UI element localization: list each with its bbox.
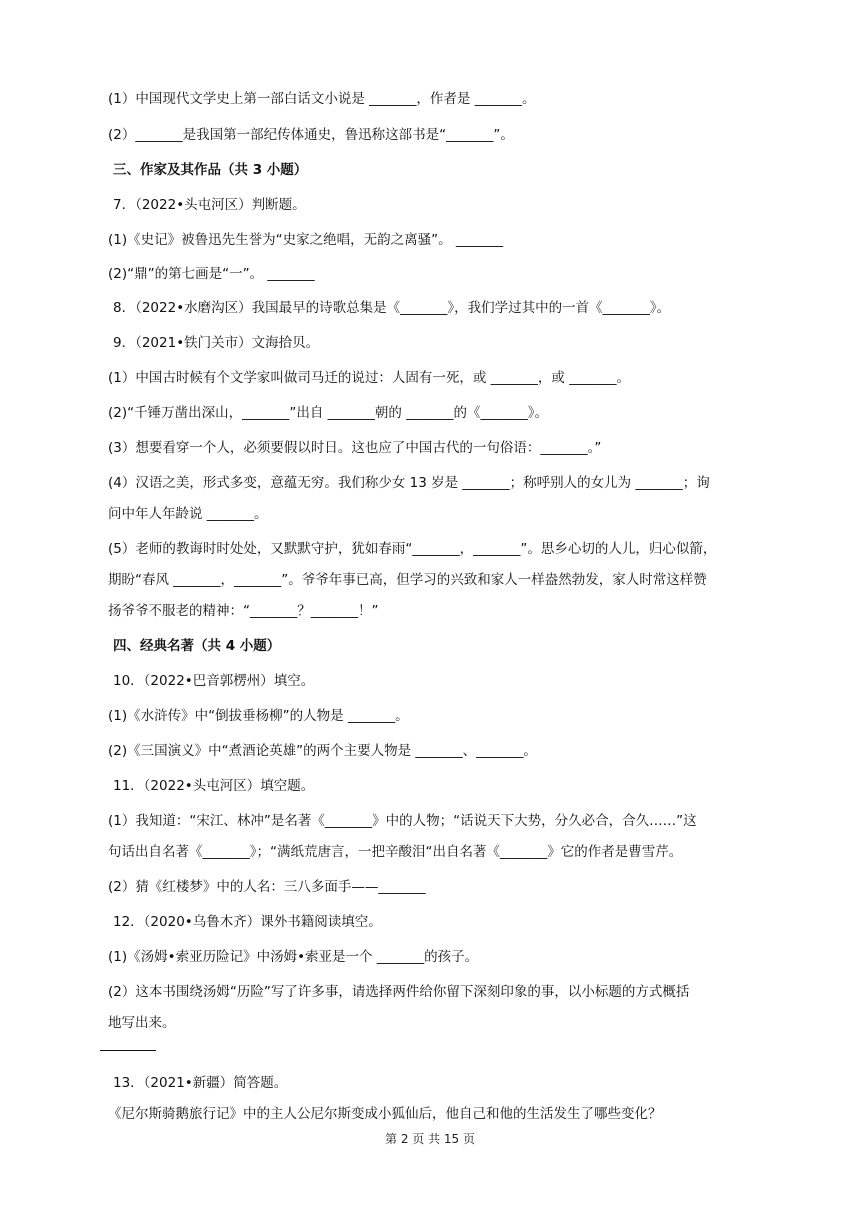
text-line: (2)“鼎”的第七画是“一”。 _______: [108, 266, 315, 282]
text-line: 扬爷爷不服老的精神：“_______？_______！”: [108, 603, 379, 619]
text-line: (1）中国现代文学史上第一部白话文小说是 _______，作者是 _______。: [108, 91, 536, 107]
question-title: 8．（2022•水磨沟区）我国最早的诗歌总集是《_______》，我们学过其中的一首《_______》。: [113, 300, 671, 316]
section-heading: 四、经典名著（共 4 小题）: [113, 638, 281, 654]
text-line: 期盼“春风 _______，_______”。爷爷年事已高，但学习的兴致和家人一样盎然勃发，家人时常这样赞: [108, 572, 707, 588]
text-line: (2）这本书围绕汤姆“历险”写了许多事，请选择两件给你留下深刻印象的事，以小标题的方式概括: [108, 984, 690, 1000]
answer-blank-line: [100, 1050, 156, 1051]
text-line: (2）猜《红楼梦》中的人名：三八多面手——_______: [108, 879, 426, 895]
text-line: 句话出自名著《_______》；“满纸荒唐言，一把辛酸泪“出自名著《_______》它的作者是曹雪芹。: [108, 844, 683, 860]
text-line: (2)“千锤万凿出深山，_______”出自 _______朝的 _______的《_______》。: [108, 405, 548, 421]
text-line: (2)《三国演义》中“煮酒论英雄”的两个主要人物是 _______、_______。: [108, 743, 537, 759]
text-line: (1）中国古时候有个文学家叫做司马迁的说过：人固有一死，或 _______，或 _______。: [108, 370, 630, 386]
question-title: 9．（2021•铁门关市）文海拾贝。: [113, 335, 320, 351]
text-line: (1）我知道：“宋江、林冲”是名著《_______》中的人物；“话说天下大势，分久必合，合久……”这: [108, 813, 697, 829]
question-title: 13．（2021•新疆）简答题。: [113, 1075, 288, 1091]
text-line: (3）想要看穿一个人，必须要假以时日。这也应了中国古代的一句俗语：_______。”: [108, 440, 602, 456]
text-line: (1)《汤姆•索亚历险记》中汤姆•索亚是一个 _______的孩子。: [108, 949, 479, 965]
text-line: 问中年人年龄说 _______。: [108, 506, 268, 522]
text-line: (1)《史记》被鲁迅先生誉为“史家之绝唱，无韵之离骚”。 _______: [108, 232, 504, 248]
page-footer: 第 2 页 共 15 页: [385, 1132, 475, 1146]
text-line: (5）老师的教诲时时处处，又默默守护，犹如春雨“_______，_______”。思乡心切的人儿，归心似箭，: [108, 541, 717, 557]
section-heading: 三、作家及其作品（共 3 小题）: [113, 162, 308, 178]
question-title: 11．（2022•头屯河区）填空题。: [113, 778, 315, 794]
question-title: 7．（2022•头屯河区）判断题。: [113, 197, 306, 213]
text-line: (1)《水浒传》中“倒拔垂杨柳”的人物是 _______。: [108, 708, 409, 724]
question-title: 12．（2020•乌鲁木齐）课外书籍阅读填空。: [113, 914, 382, 930]
text-line: (4）汉语之美，形式多变，意蕴无穷。我们称少女 13 岁是 _______；称呼别人的女儿为 _______；询: [108, 475, 710, 491]
text-line: 地写出来。: [108, 1015, 176, 1031]
text-line: (2）_______是我国第一部纪传体通史，鲁迅称这部书是“_______”。: [108, 127, 514, 143]
question-title: 10．（2022•巴音郭楞州）填空。: [113, 673, 315, 689]
text-line: 《尼尔斯骑鹅旅行记》中的主人公尼尔斯变成小狐仙后，他自己和他的生活发生了哪些变化？: [108, 1106, 662, 1122]
